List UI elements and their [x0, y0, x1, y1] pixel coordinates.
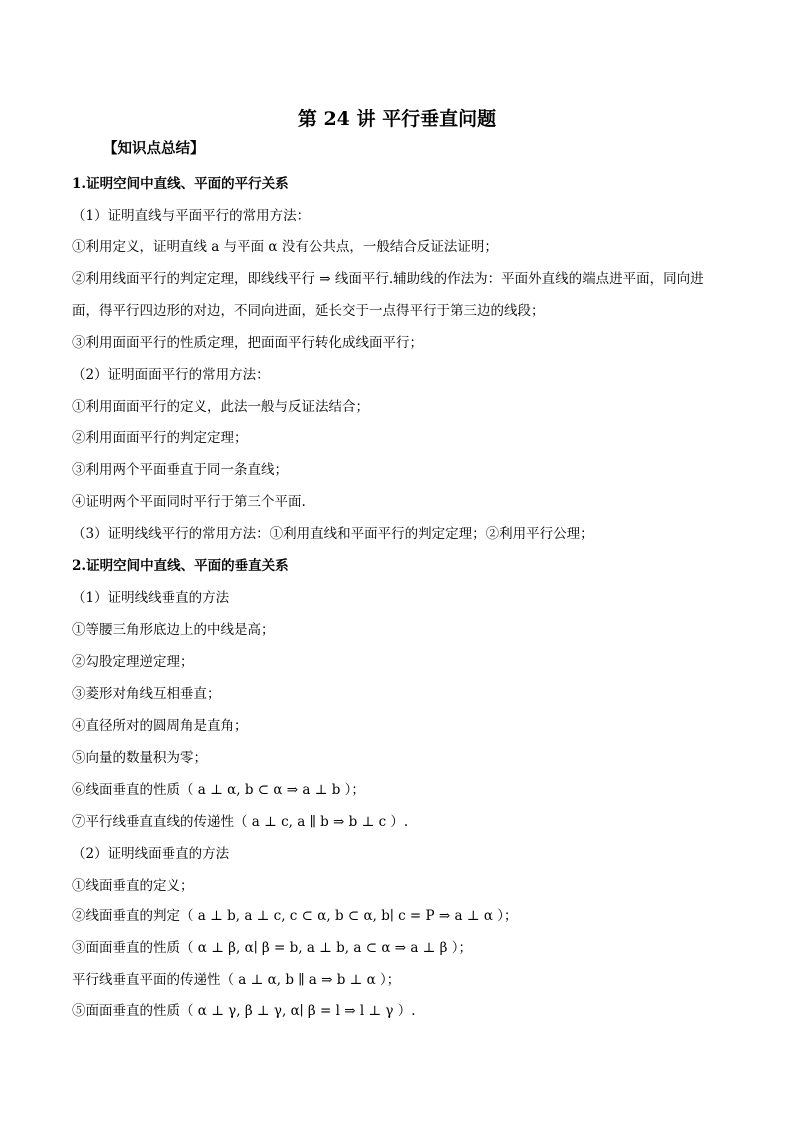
text-line: ⑥线面垂直的性质（ a ⊥ α, b ⊂ α ⇒ a ⊥ b ）； [72, 782, 365, 798]
text-line: ⑤向量的数量积为零； [72, 750, 207, 766]
text-line: 面，得平行四边形的对边，不同向进面，延长交于一点得平行于第三边的线段； [72, 303, 545, 319]
text-line: ④直径所对的圆周角是直角； [72, 718, 248, 734]
text-line: （2）证明线面垂直的方法 [72, 846, 230, 862]
text-line: ③面面垂直的性质（ α ⊥ β, α∣ β = b, a ⊥ b, a ⊂ α ⇒ a ⊥ β ）； [72, 940, 473, 956]
text-line: ③菱形对角线互相垂直； [72, 686, 221, 702]
text-line: ②利用线面平行的判定定理，即线线平行 ⇒ 线面平行.辅助线的作法为：平面外直线的端点进平面，同向进 [72, 271, 704, 287]
text-line: ①利用面面平行的定义，此法一般与反证法结合； [72, 399, 369, 415]
text-line: ②勾股定理逆定理； [72, 654, 194, 670]
text-line: ⑦平行线垂直直线的传递性（ a ⊥ c, a ∥ b ⇒ b ⊥ c ）. [72, 814, 409, 830]
text-line: （1）证明线线垂直的方法 [72, 590, 230, 606]
text-line: ③利用两个平面垂直于同一条直线； [72, 462, 288, 478]
section-heading: 【知识点总结】 [103, 140, 205, 157]
text-line: ①利用定义，证明直线 a 与平面 α 没有公共点，一般结合反证法证明； [72, 239, 498, 255]
heading-parallel: 1.证明空间中直线、平面的平行关系 [72, 176, 289, 192]
text-line: （2）证明面面平行的常用方法： [72, 367, 270, 383]
text-line: ①等腰三角形底边上的中线是高； [72, 622, 275, 638]
text-line: ③利用面面平行的性质定理，把面面平行转化成线面平行； [72, 335, 423, 351]
text-line: （1）证明直线与平面平行的常用方法： [72, 208, 311, 224]
text-line: ①线面垂直的定义； [72, 878, 194, 894]
text-line: （3）证明线线平行的常用方法：①利用直线和平面平行的判定定理；②利用平行公理； [72, 526, 594, 542]
text-line: 平行线垂直平面的传递性（ a ⊥ α, b ∥ a ⇒ b ⊥ α ）； [72, 972, 401, 988]
heading-perpendicular: 2.证明空间中直线、平面的垂直关系 [72, 558, 289, 574]
text-line: ②线面垂直的判定（ a ⊥ b, a ⊥ c, c ⊂ α, b ⊂ α, b∣ c = P ⇒ a ⊥ α ）； [72, 908, 518, 924]
text-line: ④证明两个平面同时平行于第三个平面. [72, 494, 306, 510]
page-title: 第 24 讲 平行垂直问题 [297, 108, 497, 130]
text-line: ②利用面面平行的判定定理； [72, 430, 248, 446]
text-line: ⑤面面垂直的性质（ α ⊥ γ, β ⊥ γ, α∣ β = l ⇒ l ⊥ γ ）. [72, 1003, 416, 1019]
